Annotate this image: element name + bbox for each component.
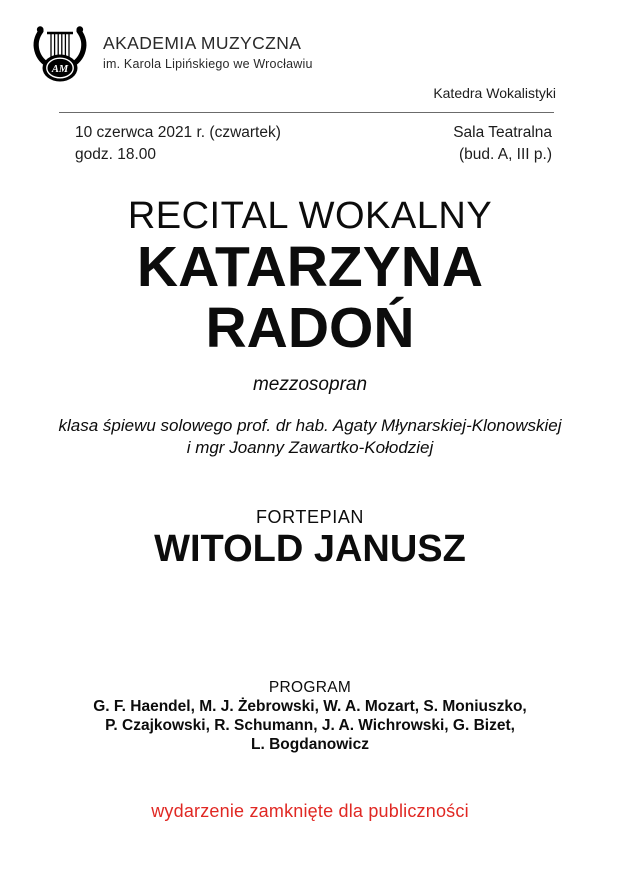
program-title: PROGRAM: [268, 679, 352, 696]
accompaniment-label: FORTEPIAN: [255, 507, 365, 527]
event-date: 10 czerwca 2021 r. (czwartek): [75, 124, 281, 141]
class-note: [0, 415, 620, 458]
event-venue: Sala Teatralna: [453, 124, 552, 141]
program-composers: [0, 697, 620, 754]
brand-name: AKADEMIA MUZYCZNA: [103, 33, 302, 53]
recital-type-title: RECITAL WOKALNY: [127, 195, 493, 237]
program-line: P. Czajkowski, R. Schumann, J. A. Wichrowski, G. Bizet,: [105, 717, 515, 734]
closed-event-notice: wydarzenie zamknięte dla publiczności: [151, 801, 469, 821]
pianist-name: WITOLD JANUSZ: [154, 528, 466, 570]
academy-logo: [28, 23, 92, 85]
voice-type: mezzosopran: [252, 374, 368, 395]
performer-name: KATARZYNA RADOŃ: [136, 235, 484, 360]
department-label: Katedra Wokalistyki: [433, 85, 556, 101]
class-note-line: klasa śpiewu solowego prof. dr hab. Agaty Młynarskiej-Klonowskiej: [58, 416, 562, 435]
program-line: G. F. Haendel, M. J. Żebrowski, W. A. Mozart, S. Moniuszko,: [93, 698, 527, 715]
event-venue-detail: (bud. A, III p.): [458, 146, 552, 163]
event-time: godz. 18.00: [75, 146, 157, 163]
event-venue-block: [453, 122, 552, 166]
header-divider: [59, 112, 554, 113]
svg-text:AM: AM: [51, 64, 69, 75]
class-note-line: i mgr Joanny Zawartko-Kołodziej: [186, 437, 434, 457]
lyre-icon: [28, 64, 92, 89]
event-date-block: [75, 122, 281, 166]
program-line: L. Bogdanowicz: [251, 736, 369, 753]
brand-block: [103, 33, 313, 71]
brand-subtitle: im. Karola Lipińskiego we Wrocławiu: [103, 57, 313, 71]
